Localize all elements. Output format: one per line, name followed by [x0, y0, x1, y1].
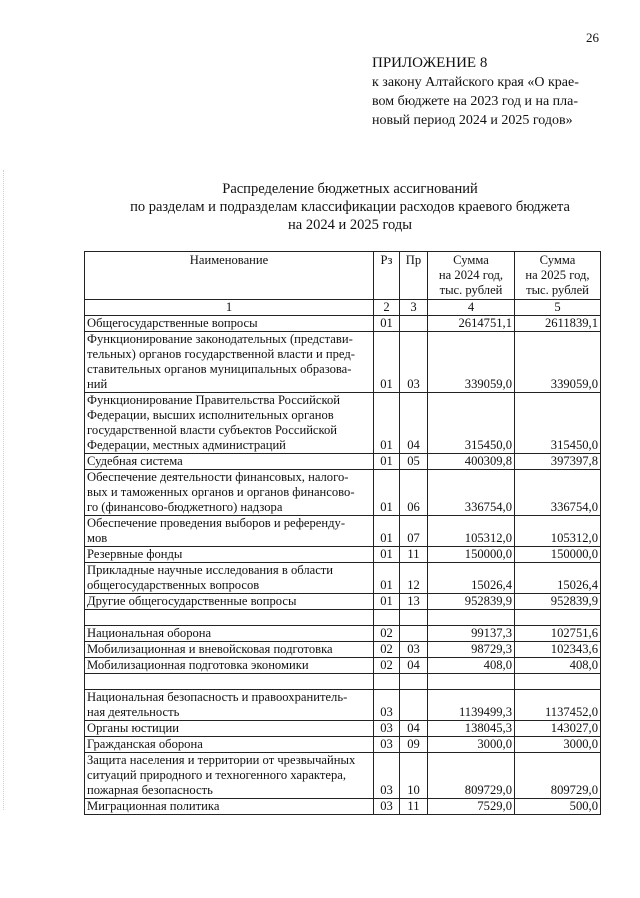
row-pr: 04 [400, 658, 428, 674]
row-sum-2025: 809729,0 [515, 753, 601, 799]
table-row [85, 753, 601, 799]
header-row [85, 252, 601, 300]
spacer-cell [85, 674, 374, 690]
row-name-line: Федерации, высших исполнительных органов [87, 408, 334, 422]
table-row [85, 393, 601, 454]
row-rz: 01 [374, 594, 400, 610]
row-name-line: Федерации, местных администраций [87, 438, 286, 452]
heading-line: на 2024 и 2025 годы [288, 217, 412, 233]
header-pr: Пр [400, 252, 428, 300]
row-rz: 02 [374, 658, 400, 674]
row-name-line: Национальная безопасность и правоохранитель- [87, 690, 348, 704]
table-row [85, 547, 601, 563]
row-name [85, 753, 374, 799]
row-sum-2024: 315450,0 [428, 393, 515, 454]
spacer-cell [400, 674, 428, 690]
row-name-line: ний [87, 377, 108, 391]
spacer-row [85, 674, 601, 690]
budget-table-body [85, 316, 601, 815]
row-pr: 12 [400, 563, 428, 594]
row-sum-2025: 1137452,0 [515, 690, 601, 721]
row-rz: 03 [374, 753, 400, 799]
row-sum-2024: 408,0 [428, 658, 515, 674]
row-name [85, 642, 374, 658]
appendix-line: к закону Алтайского края «О крае- [372, 75, 579, 90]
row-name-line: Другие общегосударственные вопросы [87, 594, 297, 608]
spacer-cell [515, 610, 601, 626]
row-name-line: вых и таможенных органов и органов финансово- [87, 485, 355, 499]
table-row [85, 737, 601, 753]
table-row [85, 454, 601, 470]
row-pr: 04 [400, 393, 428, 454]
row-sum-2025: 952839,9 [515, 594, 601, 610]
row-name [85, 516, 374, 547]
row-name [85, 658, 374, 674]
row-pr: 13 [400, 594, 428, 610]
table-row [85, 316, 601, 332]
row-pr: 11 [400, 547, 428, 563]
row-pr [400, 690, 428, 721]
row-pr [400, 316, 428, 332]
column-index-row [85, 300, 601, 316]
row-name-line: пожарная безопасность [87, 783, 213, 797]
row-name-line: Судебная система [87, 454, 183, 468]
row-name-line: Обеспечение проведения выборов и референду- [87, 516, 346, 530]
row-rz: 01 [374, 454, 400, 470]
row-pr: 03 [400, 642, 428, 658]
row-sum-2024: 809729,0 [428, 753, 515, 799]
row-name-line: Национальная оборона [87, 626, 212, 640]
row-sum-2025: 102751,6 [515, 626, 601, 642]
row-sum-2024: 15026,4 [428, 563, 515, 594]
appendix-title: ПРИЛОЖЕНИЕ 8 [372, 55, 488, 71]
row-name [85, 721, 374, 737]
row-name [85, 470, 374, 516]
row-name-line: го (финансово-бюджетного) надзора [87, 500, 283, 514]
row-name-line: ситуаций природного и техногенного характера, [87, 768, 347, 782]
row-name [85, 547, 374, 563]
row-sum-2025: 500,0 [515, 799, 601, 815]
spacer-cell [374, 610, 400, 626]
row-name-line: Органы юстиции [87, 721, 179, 735]
row-name [85, 737, 374, 753]
row-sum-2025: 105312,0 [515, 516, 601, 547]
row-name-line: Обеспечение деятельности финансовых, налого- [87, 470, 349, 484]
table-row [85, 658, 601, 674]
row-sum-2025: 15026,4 [515, 563, 601, 594]
row-name [85, 332, 374, 393]
table-row [85, 332, 601, 393]
heading-line: Распределение бюджетных ассигнований [222, 181, 478, 197]
column-index: 2 [374, 300, 400, 316]
row-name [85, 594, 374, 610]
row-rz: 01 [374, 332, 400, 393]
header-rz: Рз [374, 252, 400, 300]
row-sum-2024: 336754,0 [428, 470, 515, 516]
document-heading [80, 180, 620, 234]
row-sum-2024: 400309,8 [428, 454, 515, 470]
row-name-line: государственной власти субъектов Российской [87, 423, 338, 437]
row-pr: 10 [400, 753, 428, 799]
appendix-block [372, 54, 622, 130]
row-name-line: Мобилизационная подготовка экономики [87, 658, 309, 672]
spacer-cell [374, 674, 400, 690]
row-name-line: Функционирование Правительства Российской [87, 393, 341, 407]
table-row [85, 721, 601, 737]
row-name-line: мов [87, 531, 108, 545]
row-sum-2025: 3000,0 [515, 737, 601, 753]
row-pr [400, 626, 428, 642]
row-sum-2024: 1139499,3 [428, 690, 515, 721]
row-name [85, 316, 374, 332]
row-sum-2025: 315450,0 [515, 393, 601, 454]
row-sum-2025: 339059,0 [515, 332, 601, 393]
spacer-cell [428, 610, 515, 626]
row-sum-2024: 339059,0 [428, 332, 515, 393]
row-rz: 01 [374, 470, 400, 516]
spacer-cell [428, 674, 515, 690]
table-row [85, 594, 601, 610]
row-rz: 01 [374, 316, 400, 332]
row-name [85, 626, 374, 642]
column-index: 4 [428, 300, 515, 316]
header-sum-2024: Сумма на 2024 год, тыс. рублей [428, 252, 515, 300]
row-name [85, 799, 374, 815]
row-name-line: Защита населения и территории от чрезвычайных [87, 753, 356, 767]
row-sum-2024: 105312,0 [428, 516, 515, 547]
row-name-line: ставительных органов муниципальных образова- [87, 362, 352, 376]
row-pr: 07 [400, 516, 428, 547]
row-name-line: Общегосударственные вопросы [87, 316, 258, 330]
row-sum-2025: 2611839,1 [515, 316, 601, 332]
table-row [85, 626, 601, 642]
header-name: Наименование [85, 252, 374, 300]
column-index: 5 [515, 300, 601, 316]
row-name [85, 454, 374, 470]
row-sum-2024: 3000,0 [428, 737, 515, 753]
row-rz: 03 [374, 737, 400, 753]
table-row [85, 799, 601, 815]
scan-margin-marks [3, 170, 5, 810]
row-sum-2024: 952839,9 [428, 594, 515, 610]
row-pr: 11 [400, 799, 428, 815]
row-sum-2024: 99137,3 [428, 626, 515, 642]
table-row [85, 642, 601, 658]
row-name-line: ная деятельность [87, 705, 180, 719]
row-sum-2025: 143027,0 [515, 721, 601, 737]
row-rz: 01 [374, 393, 400, 454]
row-sum-2024: 98729,3 [428, 642, 515, 658]
page-number: 26 [586, 30, 599, 45]
row-sum-2025: 397397,8 [515, 454, 601, 470]
table-row [85, 563, 601, 594]
row-rz: 01 [374, 516, 400, 547]
row-rz: 03 [374, 690, 400, 721]
table-row [85, 470, 601, 516]
appendix-line: новый период 2024 и 2025 годов» [372, 113, 573, 128]
row-name-line: тельных) органов государственной власти и пред- [87, 347, 355, 361]
row-pr: 03 [400, 332, 428, 393]
row-sum-2024: 7529,0 [428, 799, 515, 815]
table-row [85, 516, 601, 547]
table-row [85, 690, 601, 721]
row-rz: 03 [374, 721, 400, 737]
row-sum-2025: 408,0 [515, 658, 601, 674]
row-name [85, 393, 374, 454]
column-index: 3 [400, 300, 428, 316]
header-sum-2025: Сумма на 2025 год, тыс. рублей [515, 252, 601, 300]
appendix-line: вом бюджете на 2023 год и на пла- [372, 94, 579, 109]
row-pr: 06 [400, 470, 428, 516]
row-name-line: Резервные фонды [87, 547, 183, 561]
row-pr: 04 [400, 721, 428, 737]
row-name-line: Мобилизационная и вневойсковая подготовка [87, 642, 333, 656]
budget-table [84, 251, 601, 815]
row-name-line: Функционирование законодательных (представи- [87, 332, 353, 346]
column-index: 1 [85, 300, 374, 316]
row-sum-2024: 138045,3 [428, 721, 515, 737]
spacer-cell [85, 610, 374, 626]
row-name-line: Гражданская оборона [87, 737, 203, 751]
row-rz: 03 [374, 799, 400, 815]
row-rz: 01 [374, 563, 400, 594]
row-sum-2025: 336754,0 [515, 470, 601, 516]
row-pr: 05 [400, 454, 428, 470]
row-pr: 09 [400, 737, 428, 753]
row-sum-2024: 150000,0 [428, 547, 515, 563]
heading-line: по разделам и подразделам классификации расходов краевого бюджета [130, 199, 570, 215]
spacer-cell [515, 674, 601, 690]
row-name-line: Прикладные научные исследования в области [87, 563, 334, 577]
row-name-line: Миграционная политика [87, 799, 220, 813]
row-name [85, 563, 374, 594]
row-name-line: общегосударственных вопросов [87, 578, 260, 592]
row-rz: 02 [374, 626, 400, 642]
row-name [85, 690, 374, 721]
row-sum-2025: 150000,0 [515, 547, 601, 563]
spacer-row [85, 610, 601, 626]
row-rz: 01 [374, 547, 400, 563]
row-sum-2024: 2614751,1 [428, 316, 515, 332]
row-sum-2025: 102343,6 [515, 642, 601, 658]
spacer-cell [400, 610, 428, 626]
row-rz: 02 [374, 642, 400, 658]
